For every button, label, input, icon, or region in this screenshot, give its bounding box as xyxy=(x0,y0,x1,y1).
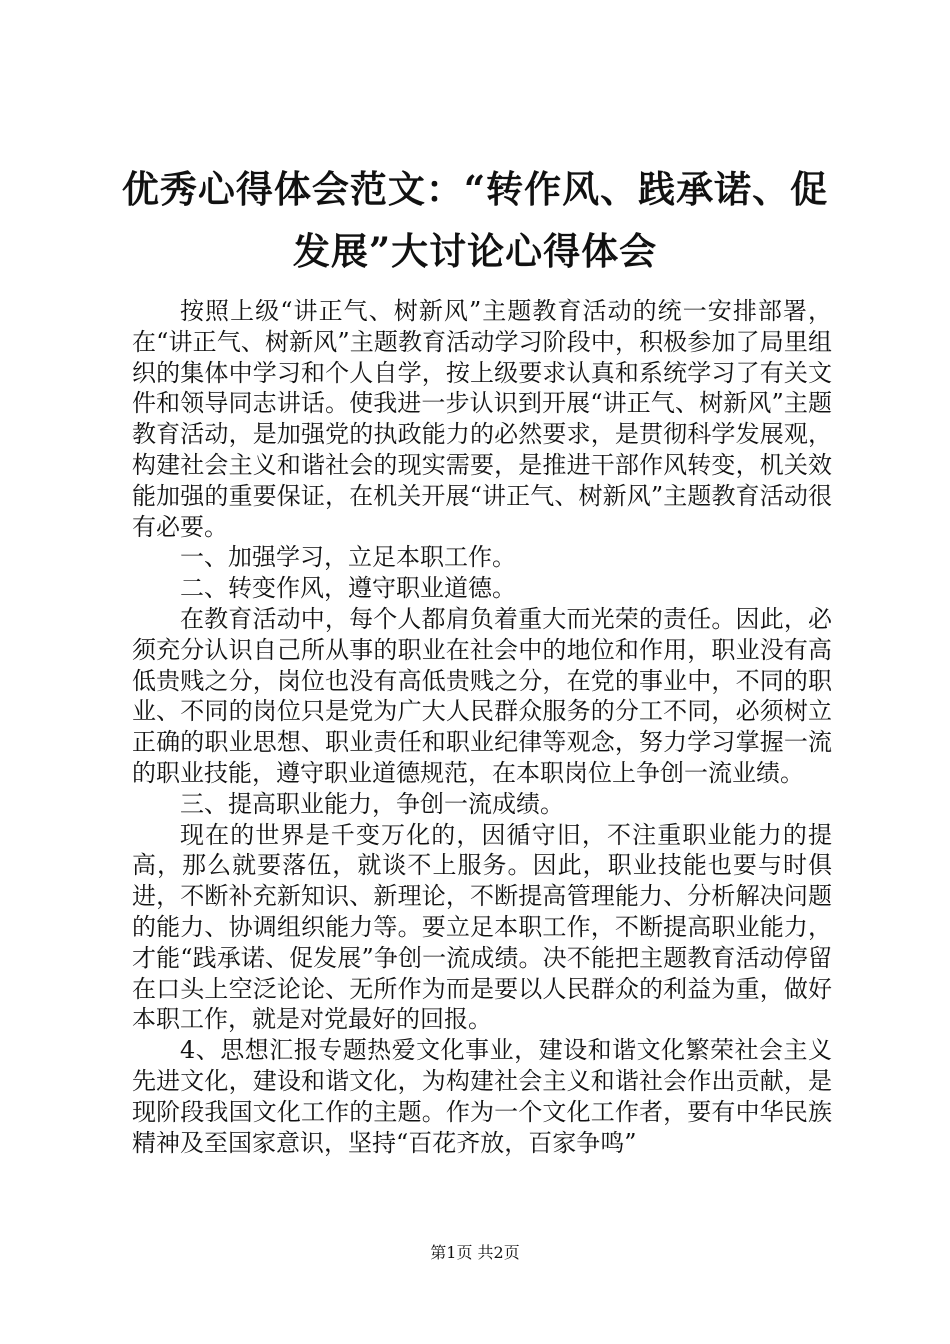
body-paragraph: 在教育活动中，每个人都肩负着重大而光荣的责任。因此，必须充分认识自己所从事的职业在社会中的地位和作用，职业没有高低贵贱之分，岗位也没有高低贵贱之分，在党的事业中，不同的职业、不同的岗位只是党为广大人民群众服务的分工不同，必须树立正确的职业思想、职业责任和职业纪律等观念，努力学习掌握一流的职业技能，遵守职业道德规范，在本职岗位上争创一流业绩。 xyxy=(132,604,832,787)
body-paragraph: 按照上级“讲正气、树新风”主题教育活动的统一安排部署，在“讲正气、树新风”主题教育活动学习阶段中，积极参加了局里组织的集体中学习和个人自学，按上级要求认真和系统学习了有关文件和领导同志讲话。使我进一步认识到开展“讲正气、树新风”主题教育活动，是加强党的执政能力的必然要求，是贯彻科学发展观，构建社会主义和谐社会的现实需要，是推进干部作风转变，机关效能加强的重要保证，在机关开展“讲正气、树新风”主题教育活动很有必要。 xyxy=(132,297,832,541)
section-heading: 二、转变作风，遵守职业道德。 xyxy=(180,574,516,603)
document-title: 优秀心得体会范文：“转作风、践承诺、促发展”大讨论心得体会 xyxy=(121,167,829,273)
section-heading: 三、提高职业能力，争创一流成绩。 xyxy=(180,789,564,818)
body-paragraph: 4、思想汇报专题热爱文化事业，建设和谐文化繁荣社会主义先进文化，建设和谐文化，为构建社会主义和谐社会作出贡献，是现阶段我国文化工作的主题。作为一个文化工作者，要有中华民族精神及至国家意识，坚持“百花齐放，百家争鸣” xyxy=(132,1036,832,1157)
page-footer: 第1页 共2页 xyxy=(430,1243,520,1262)
body-paragraph: 现在的世界是千变万化的，因循守旧，不注重职业能力的提高，那么就要落伍，就谈不上服务。因此，职业技能也要与时俱进，不断补充新知识、新理论，不断提高管理能力、分析解决问题的能力、协调组织能力等。要立足本职工作，不断提高职业能力，才能“践承诺、促发展”争创一流成绩。决不能把主题教育活动停留在口头上空泛论论、无所作为而是要以人民群众的利益为重，做好本职工作，就是对党最好的回报。 xyxy=(132,820,832,1034)
section-heading: 一、加强学习，立足本职工作。 xyxy=(180,543,516,572)
document-body xyxy=(132,296,832,1158)
